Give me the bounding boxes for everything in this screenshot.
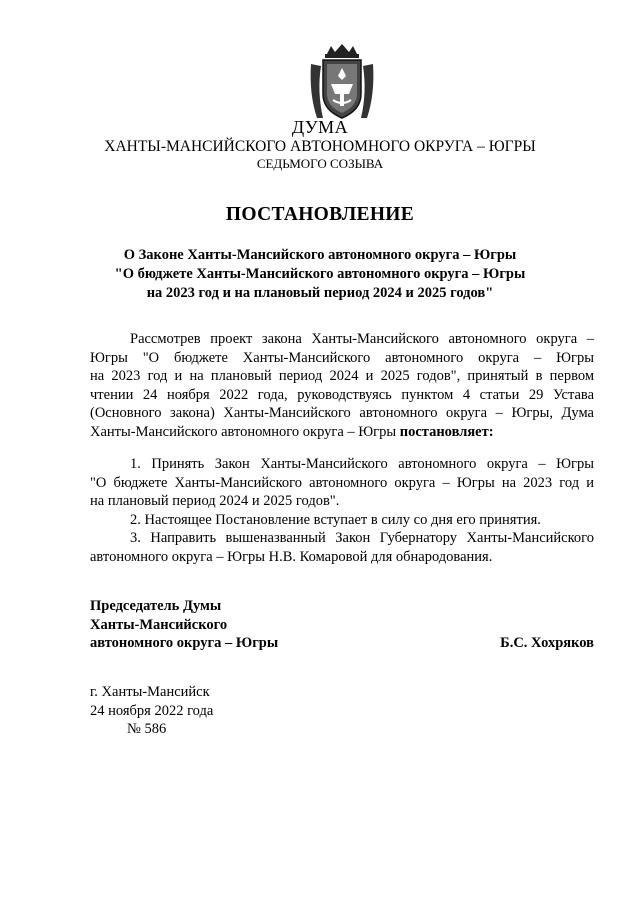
document-title: ПОСТАНОВЛЕНИЕ <box>225 204 415 225</box>
item-3-line: автономного округа – Югры Н.В. Комаровой для обнародования. <box>90 548 493 565</box>
org-duma: ДУМА <box>291 117 349 137</box>
document-subject <box>0 246 640 303</box>
item-3-line: 3. Направить вышеназванный Закон Губернатору Ханты-Мансийского <box>130 530 594 546</box>
coat-of-arms-icon <box>307 44 377 122</box>
document-number: № 586 <box>127 721 167 737</box>
preamble-line: Югры "О бюджете Ханты-Мансийского автономного округа – Югры <box>90 349 594 366</box>
subject-line: "О бюджете Ханты-Мансийского автономного округа – Югры <box>114 266 526 282</box>
preamble-paragraph <box>90 330 594 441</box>
signatory-name: Б.С. Хохряков <box>500 635 594 651</box>
resolution-keyword: постановляет: <box>399 423 494 440</box>
preamble-line: Рассмотрев проект закона Ханты-Мансийского автономного округа – <box>130 331 594 347</box>
preamble-line: чтении 24 ноября 2022 года, руководствуясь пунктом 4 статьи 29 Устава <box>90 386 594 403</box>
subject-line: О Законе Ханты-Мансийского автономного округа – Югры <box>123 247 517 263</box>
convocation: СЕДЬМОГО СОЗЫВА <box>256 156 384 171</box>
signatory-position-line: автономного округа – Югры <box>90 635 279 651</box>
resolution-items <box>90 455 594 566</box>
preamble-line-text: Ханты-Мансийского автономного округа – Югры <box>90 423 397 440</box>
place-date-number <box>90 683 213 739</box>
preamble-line: (Основного закона) Ханты-Мансийского автономного округа – Югры, Дума <box>90 405 594 421</box>
signatory-position-line: Ханты-Мансийского <box>90 616 228 633</box>
item-1-line: 1. Принять Закон Ханты-Мансийского автономного округа – Югры <box>130 456 594 472</box>
place-city: г. Ханты-Мансийск <box>90 684 210 700</box>
item-2-line: 2. Настоящее Постановление вступает в силу со дня его принятия. <box>130 511 541 528</box>
item-1-line: на плановый период 2024 и 2025 годов". <box>90 493 340 509</box>
document-date: 24 ноября 2022 года <box>90 702 214 719</box>
preamble-line: на 2023 год и на плановый период 2024 и 2025 годов", принятый в первом <box>90 368 594 384</box>
org-name: ХАНТЫ-МАНСИЙСКОГО АВТОНОМНОГО ОКРУГА – ЮГРЫ <box>104 138 536 155</box>
signature-block <box>90 597 594 653</box>
preamble-last-line <box>90 423 594 442</box>
item-1-line: "О бюджете Ханты-Мансийского автономного округа – Югры на 2023 год и <box>90 474 594 491</box>
signatory-position-line: Председатель Думы <box>90 598 222 614</box>
subject-line: на 2023 год и на плановый период 2024 и 2025 годов" <box>146 285 494 301</box>
